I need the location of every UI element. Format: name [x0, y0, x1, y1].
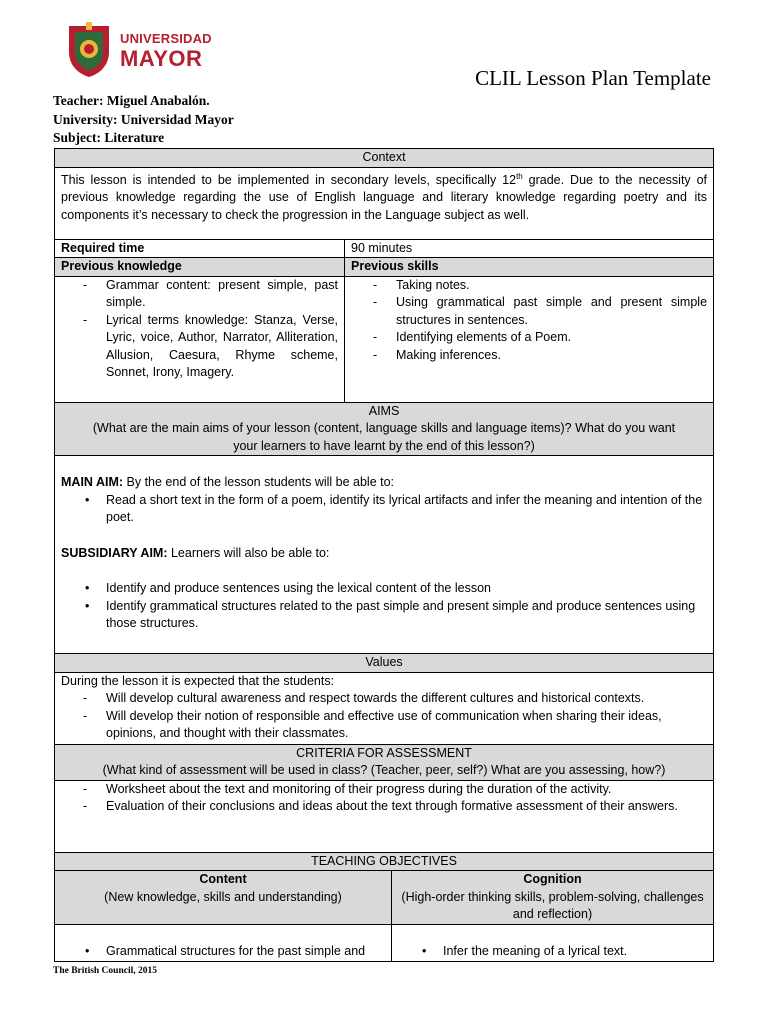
- cognition-header: Cognition (High-order thinking skills, problem-solving, challenges and reflection): [392, 871, 714, 925]
- document-title: CLIL Lesson Plan Template: [475, 66, 711, 90]
- previous-skills-cell: [345, 276, 714, 402]
- previous-knowledge-label: Previous knowledge: [55, 258, 345, 277]
- list-item: - Using grammatical past simple and present simple structures in sentences.: [351, 294, 707, 329]
- list-item: • Identify grammatical structures related to the past simple and present simple and produce sentences using those structures.: [61, 598, 707, 633]
- list-item: - Making inferences.: [351, 347, 707, 365]
- list-item: - Evaluation of their conclusions and ideas about the text through formative assessment of their answers.: [61, 798, 707, 816]
- university-shield-icon: [66, 22, 112, 78]
- cognition-cell: [392, 925, 714, 962]
- context-header: Context: [55, 149, 714, 168]
- list-item: - Taking notes.: [351, 277, 707, 295]
- previous-knowledge-cell: [55, 276, 345, 402]
- required-time-label: Required time: [55, 239, 345, 258]
- values-body: During the lesson it is expected that the students: - Will develop cultural awareness and respect towards the different cultures and historical contexts. - Will develop their notion of responsible and effective use of communication when sharing their ideas, opinions, and thought with their classmates.: [55, 672, 714, 744]
- criteria-header: CRITERIA FOR ASSESSMENT (What kind of assessment will be used in class? (Teacher, peer, self?) What are you assessing, how?): [55, 744, 714, 780]
- list-item: • Read a short text in the form of a poem, identify its lyrical artifacts and infer the meaning and intention of the poet.: [61, 492, 707, 527]
- values-header: Values: [55, 654, 714, 673]
- university-logo: [66, 22, 212, 80]
- list-item: - Lyrical terms knowledge: Stanza, Verse, Lyric, voice, Author, Narrator, Alliteration, Allusion, Caesura, Rhyme scheme, Sonnet, Irony, Imagery.: [61, 312, 338, 382]
- list-item: • Identify and produce sentences using the lexical content of the lesson: [61, 580, 707, 598]
- lesson-meta: [53, 92, 234, 148]
- previous-skills-label: Previous skills: [345, 258, 714, 277]
- list-item: • Infer the meaning of a lyrical text.: [398, 943, 707, 961]
- list-item: - Will develop their notion of responsible and effective use of communication when sharing their ideas, opinions, and thought with their classmates.: [61, 708, 707, 743]
- content-header: Content (New knowledge, skills and understanding): [55, 871, 392, 925]
- lesson-plan-table: [54, 148, 714, 962]
- aims-header: AIMS (What are the main aims of your lesson (content, language skills and language items)? What do you want your learners to have learnt by the end of this lesson?): [55, 402, 714, 456]
- university-line: University: Universidad Mayor: [53, 111, 234, 127]
- list-item: - Worksheet about the text and monitoring of their progress during the duration of the activity.: [61, 781, 707, 799]
- logo-line-1: UNIVERSIDAD: [120, 31, 212, 46]
- teacher-line: Teacher: Miguel Anabalón.: [53, 93, 210, 108]
- criteria-body: [55, 780, 714, 852]
- list-item: - Grammar content: present simple, past simple.: [61, 277, 338, 312]
- footer-credit: The British Council, 2015: [53, 966, 157, 976]
- aims-body: MAIN AIM: By the end of the lesson students will be able to: • Read a short text in the form of a poem, identify its lyrical artifacts and infer the meaning and intention of the poet. SUBSIDIARY AIM: Learners will also be able to: • Identify and produce sentences using the lexical content of the lesson • Identify grammatical structures related to the past simple and present simple and produce sentences using those structures.: [55, 456, 714, 654]
- required-time-value: 90 minutes: [345, 239, 714, 258]
- list-item: • Grammatical structures for the past simple and: [61, 943, 385, 961]
- list-item: - Will develop cultural awareness and respect towards the different cultures and historical contexts.: [61, 690, 707, 708]
- subject-line: Subject: Literature: [53, 130, 165, 145]
- content-cell: [55, 925, 392, 962]
- teaching-objectives-header: TEACHING OBJECTIVES: [55, 852, 714, 871]
- list-item: - Identifying elements of a Poem.: [351, 329, 707, 347]
- logo-line-2: MAYOR: [120, 46, 203, 71]
- context-text: This lesson is intended to be implemented in secondary levels, specifically 12th grade. Due to the necessity of previous knowledge regarding the use of English language and literary knowledge regarding poetry and its components it’s necessary to check the progression in the Language subject as well.: [55, 167, 714, 239]
